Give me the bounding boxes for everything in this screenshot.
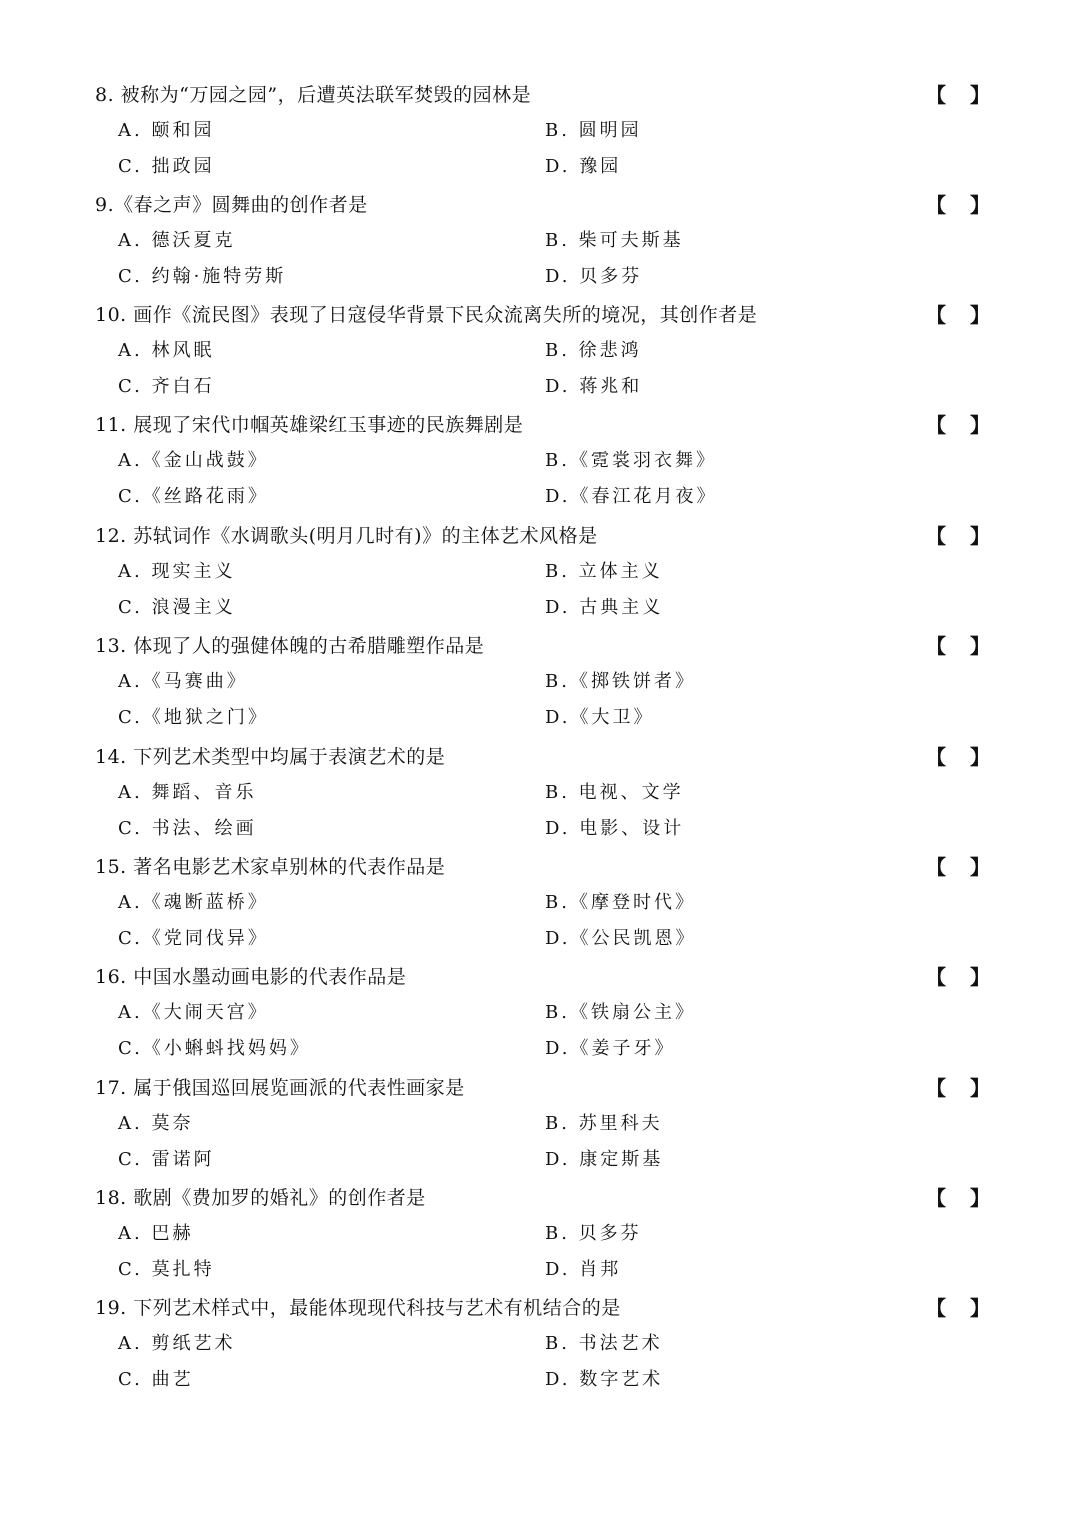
option-a: A. 剪纸艺术 (118, 1333, 236, 1354)
option-d: D. 贝多芬 (545, 266, 643, 287)
option-a: A. 现实主义 (118, 561, 236, 582)
option-c: C.《小蝌蚪找妈妈》 (118, 1038, 311, 1059)
question-stem: 10. 画作《流民图》表现了日寇侵华背景下民众流离失所的境况，其创作者是 (95, 304, 758, 326)
question-stem: 19. 下列艺术样式中，最能体现现代科技与艺术有机结合的是 (95, 1297, 621, 1319)
option-a: A. 林风眠 (118, 340, 215, 361)
option-a: A.《魂断蓝桥》 (118, 892, 269, 913)
right-bracket: 】 (970, 634, 990, 658)
right-bracket: 】 (970, 193, 990, 217)
left-bracket: 【 (926, 745, 946, 769)
right-bracket: 】 (970, 1186, 990, 1210)
right-bracket: 】 (970, 524, 990, 548)
right-bracket: 】 (970, 855, 990, 879)
option-a: A. 舞蹈、音乐 (118, 782, 257, 803)
option-b: B. 书法艺术 (545, 1333, 663, 1354)
right-bracket: 】 (970, 413, 990, 437)
option-c: C. 拙政园 (118, 156, 215, 177)
option-b: B. 立体主义 (545, 561, 663, 582)
option-b: B.《霓裳羽衣舞》 (545, 450, 717, 471)
answer-bracket (926, 82, 996, 108)
left-bracket: 【 (926, 413, 946, 437)
right-bracket: 】 (970, 303, 990, 327)
left-bracket: 【 (926, 1296, 946, 1320)
answer-bracket (926, 1295, 996, 1321)
left-bracket: 【 (926, 634, 946, 658)
question-stem: 14. 下列艺术类型中均属于表演艺术的是 (95, 746, 446, 768)
left-bracket: 【 (926, 524, 946, 548)
question-stem: 13. 体现了人的强健体魄的古希腊雕塑作品是 (95, 635, 485, 657)
left-bracket: 【 (926, 1186, 946, 1210)
option-d: D. 豫园 (545, 156, 622, 177)
left-bracket: 【 (926, 855, 946, 879)
question-stem: 9.《春之声》圆舞曲的创作者是 (95, 194, 368, 216)
option-b: B. 徐悲鸿 (545, 340, 642, 361)
option-a: A. 颐和园 (118, 120, 215, 141)
option-c: C. 莫扎特 (118, 1259, 215, 1280)
question-stem: 8. 被称为“万园之园”，后遭英法联军焚毁的园林是 (95, 84, 532, 106)
question-18 (0, 1185, 1080, 1295)
question-stem: 17. 属于俄国巡回展览画派的代表性画家是 (95, 1077, 465, 1099)
question-stem: 15. 著名电影艺术家卓别林的代表作品是 (95, 856, 446, 878)
question-19 (0, 1295, 1080, 1405)
left-bracket: 【 (926, 193, 946, 217)
question-stem: 12. 苏轼词作《水调歌头(明月几时有)》的主体艺术风格是 (95, 525, 598, 547)
question-15 (0, 854, 1080, 964)
option-a: A.《马赛曲》 (118, 671, 248, 692)
option-d: D.《姜子牙》 (545, 1038, 676, 1059)
question-14 (0, 744, 1080, 854)
right-bracket: 】 (970, 745, 990, 769)
option-c: C. 浪漫主义 (118, 597, 236, 618)
right-bracket: 】 (970, 965, 990, 989)
option-d: D. 康定斯基 (545, 1149, 664, 1170)
answer-bracket (926, 192, 996, 218)
question-stem: 16. 中国水墨动画电影的代表作品是 (95, 966, 407, 988)
answer-bracket (926, 1185, 996, 1211)
option-d: D.《大卫》 (545, 707, 655, 728)
question-11 (0, 412, 1080, 522)
right-bracket: 】 (970, 1076, 990, 1100)
question-stem: 11. 展现了宋代巾帼英雄梁红玉事迹的民族舞剧是 (95, 414, 524, 436)
question-13 (0, 633, 1080, 743)
left-bracket: 【 (926, 83, 946, 107)
option-b: B. 柴可夫斯基 (545, 230, 684, 251)
option-b: B. 圆明园 (545, 120, 642, 141)
option-a: A.《大闹天宫》 (118, 1002, 269, 1023)
question-17 (0, 1075, 1080, 1185)
question-stem: 18. 歌剧《费加罗的婚礼》的创作者是 (95, 1187, 426, 1209)
question-12 (0, 523, 1080, 633)
answer-bracket (926, 633, 996, 659)
option-c: C. 齐白石 (118, 376, 215, 397)
option-c: C.《党同伐异》 (118, 928, 269, 949)
left-bracket: 【 (926, 1076, 946, 1100)
answer-bracket (926, 302, 996, 328)
left-bracket: 【 (926, 303, 946, 327)
option-a: A. 莫奈 (118, 1113, 194, 1134)
option-b: B. 电视、文学 (545, 782, 684, 803)
option-d: D. 古典主义 (545, 597, 664, 618)
question-16 (0, 964, 1080, 1074)
option-b: B. 贝多芬 (545, 1223, 642, 1244)
right-bracket: 】 (970, 83, 990, 107)
option-d: D. 肖邦 (545, 1259, 622, 1280)
option-b: B.《掷铁饼者》 (545, 671, 696, 692)
question-10 (0, 302, 1080, 412)
question-8 (0, 82, 1080, 192)
option-d: D. 蒋兆和 (545, 376, 643, 397)
answer-bracket (926, 523, 996, 549)
option-a: A. 巴赫 (118, 1223, 194, 1244)
option-a: A.《金山战鼓》 (118, 450, 269, 471)
option-b: B. 苏里科夫 (545, 1113, 663, 1134)
option-b: B.《铁扇公主》 (545, 1002, 696, 1023)
option-c: C. 曲艺 (118, 1369, 194, 1390)
answer-bracket (926, 964, 996, 990)
answer-bracket (926, 854, 996, 880)
option-c: C. 书法、绘画 (118, 818, 257, 839)
answer-bracket (926, 744, 996, 770)
option-d: D. 电影、设计 (545, 818, 685, 839)
option-c: C.《丝路花雨》 (118, 486, 269, 507)
option-d: D. 数字艺术 (545, 1369, 664, 1390)
answer-bracket (926, 1075, 996, 1101)
question-9 (0, 192, 1080, 302)
option-b: B.《摩登时代》 (545, 892, 696, 913)
option-a: A. 德沃夏克 (118, 230, 236, 251)
option-c: C. 约翰·施特劳斯 (118, 266, 287, 287)
option-c: C. 雷诺阿 (118, 1149, 215, 1170)
answer-bracket (926, 412, 996, 438)
left-bracket: 【 (926, 965, 946, 989)
option-d: D.《春江花月夜》 (545, 486, 718, 507)
option-c: C.《地狱之门》 (118, 707, 269, 728)
right-bracket: 】 (970, 1296, 990, 1320)
option-d: D.《公民凯恩》 (545, 928, 697, 949)
